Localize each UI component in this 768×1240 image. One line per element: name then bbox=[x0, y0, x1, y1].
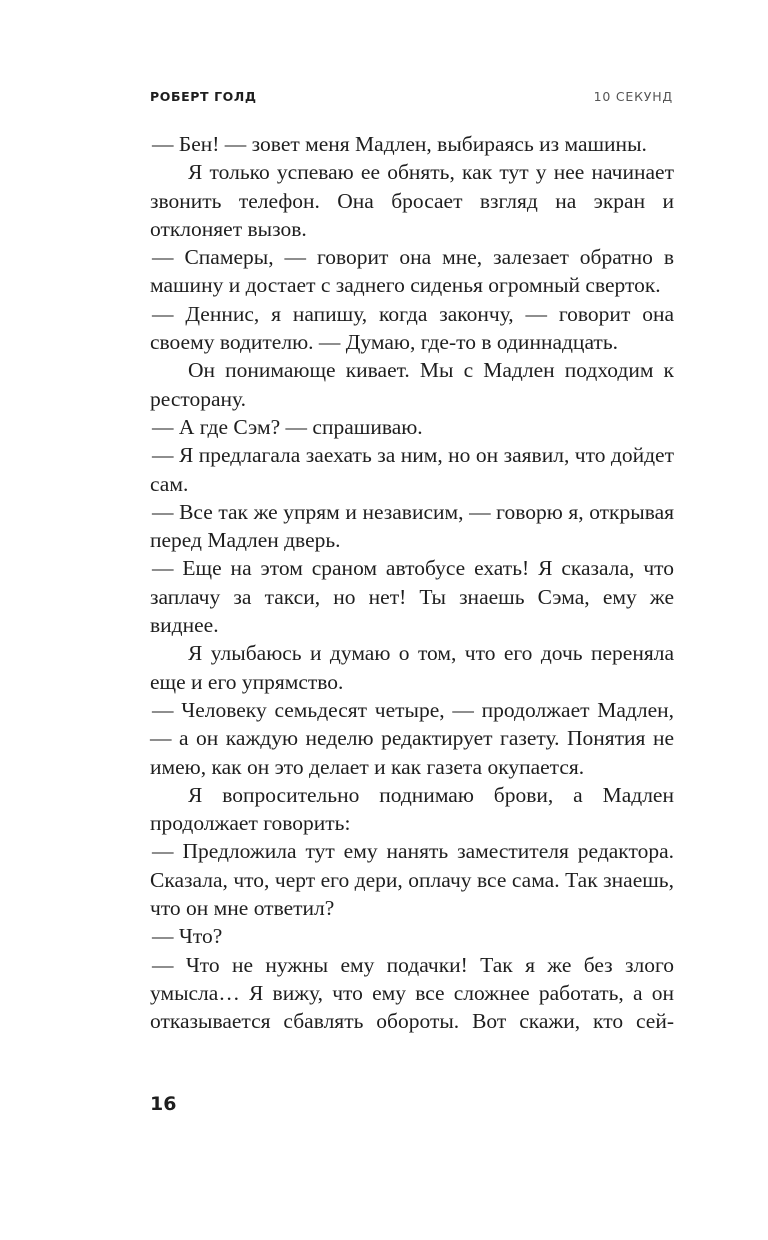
paragraph: — Деннис, я напишу, когда закончу, — говорит она своему водителю. — Думаю, где-то в одиннадцать. bbox=[150, 301, 674, 355]
paragraph: — Все так же упрям и независим, — говорю я, открывая перед Мадлен дверь. bbox=[150, 499, 674, 553]
paragraph: — Что не нужны ему подачки! Так я же без злого умысла… Я вижу, что ему все сложнее работать, а он отказывается сбавлять обороты. Вот скажи, кто сей- bbox=[150, 952, 674, 1034]
paragraph: — Еще на этом сраном автобусе ехать! Я сказала, что заплачу за такси, но нет! Ты знаешь Сэма, ему же виднее. bbox=[150, 556, 674, 638]
paragraph: Он понимающе кивает. Мы с Мадлен подходим к ресторану. bbox=[150, 358, 674, 411]
paragraph: — Что? bbox=[152, 924, 223, 949]
paragraph: — Я предлагала заехать за ним, но он заявил, что дойдет сам. bbox=[150, 443, 674, 496]
paragraph: Я улыбаюсь и думаю о том, что его дочь переняла еще и его упрямство. bbox=[150, 641, 674, 694]
running-header-title: 10 СЕКУНД bbox=[593, 89, 673, 104]
paragraph: — А где Сэм? — спрашиваю. bbox=[152, 414, 423, 439]
running-header-author: РОБЕРТ ГОЛД bbox=[150, 89, 257, 104]
body-text bbox=[150, 130, 674, 1036]
paragraph: — Человеку семьдесят четыре, — продолжает Мадлен, — а он каждую неделю редактирует газету. Понятия не имею, как он это делает и как газета окупается. bbox=[150, 697, 674, 779]
paragraph: — Спамеры, — говорит она мне, залезает обратно в машину и достает с заднего сиденья огромный сверток. bbox=[150, 245, 674, 298]
paragraph: — Предложила тут ему нанять заместителя редактора. Сказала, что, черт его дери, оплачу все сама. Так знаешь, что он мне ответил? bbox=[150, 839, 674, 921]
paragraph: — Бен! — зовет меня Мадлен, выбираясь из машины. bbox=[152, 132, 647, 156]
page-number: 16 bbox=[150, 1093, 177, 1115]
paragraph: Я только успеваю ее обнять, как тут у нее начинает звонить телефон. Она бросает взгляд на экран и отклоняет вызов. bbox=[150, 160, 674, 241]
paragraph: Я вопросительно поднимаю брови, а Мадлен продолжает говорить: bbox=[150, 782, 674, 836]
